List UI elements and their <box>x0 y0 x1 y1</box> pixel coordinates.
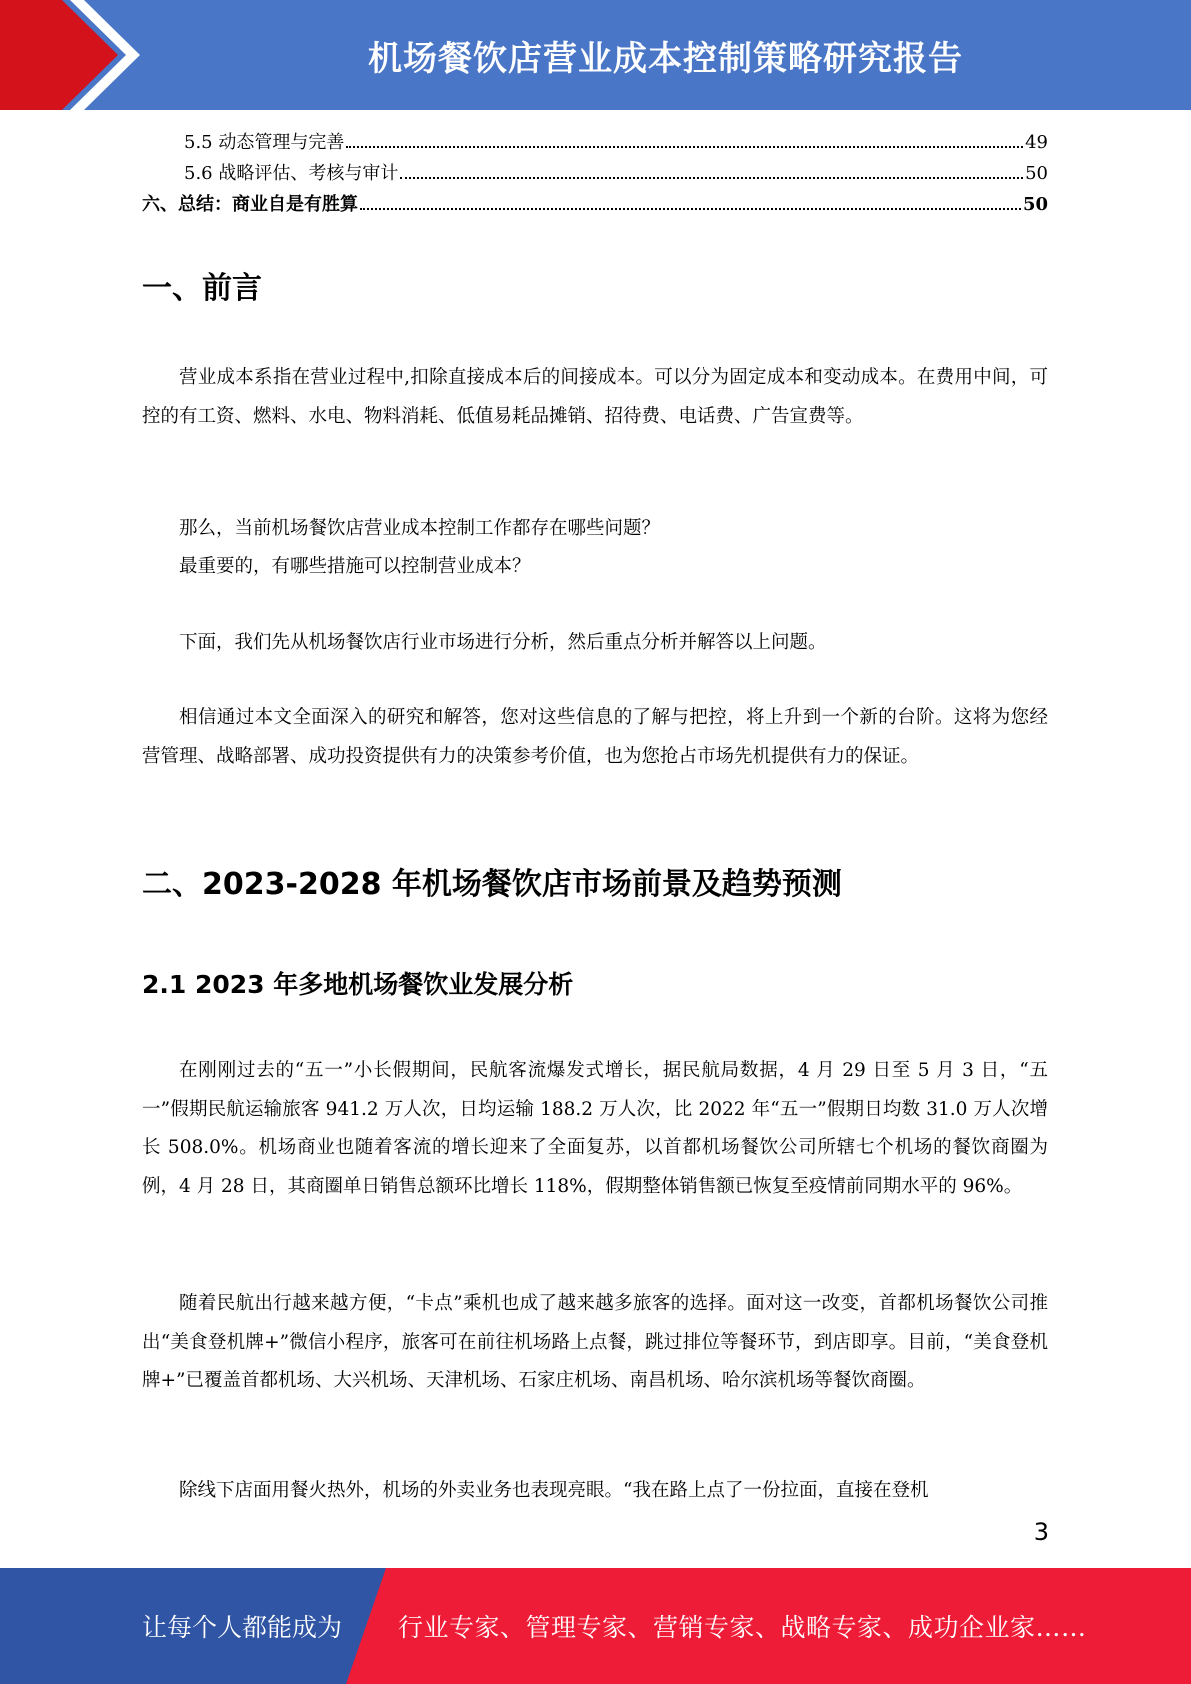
toc-entry-page: 50 <box>1025 163 1048 184</box>
subsection-heading: 2.1 2023 年多地机场餐饮业发展分析 <box>142 970 574 999</box>
toc-entry[interactable] <box>142 128 1048 159</box>
footer-slogan-left: 让每个人都能成为 <box>142 1613 343 1642</box>
toc-entry-title: 5.5 动态管理与完善 <box>184 132 345 153</box>
toc-entry-page: 50 <box>1022 194 1048 215</box>
header-banner <box>0 0 1191 110</box>
toc-leader-dots <box>360 207 1021 210</box>
toc-entry-title: 5.6 战略评估、考核与审计 <box>184 163 399 184</box>
toc-leader-dots <box>346 145 1023 148</box>
paragraph: 最重要的，有哪些措施可以控制营业成本？ <box>179 556 531 577</box>
paragraph: 随着民航出行越来越方便，“卡点”乘机也成了越来越多旅客的选择。面对这一改变，首都机场餐饮公司推出“美食登机牌+”微信小程序，旅客可在前往机场路上点餐，跳过排位等餐环节，到店即享。目前，“美食登机牌+”已覆盖首都机场、大兴机场、天津机场、石家庄机场、南昌机场、哈尔滨机场等餐饮商圈。 <box>142 1293 1048 1391</box>
footer-banner <box>0 1568 1191 1684</box>
paragraph: 除线下店面用餐火热外，机场的外卖业务也表现亮眼。“我在路上点了一份拉面，直接在登机 <box>179 1480 929 1501</box>
table-of-contents <box>142 128 1048 221</box>
paragraph: 在刚刚过去的“五一”小长假期间，民航客流爆发式增长，据民航局数据，4 月 29 日至 5 月 3 日，“五一”假期民航运输旅客 941.2 万人次，日均运输 188.2 万人次，比 2022 年“五一”假期日均数 31.0 万人次增长 508.0%。机场商业也随着客流的增长迎来了全面复苏，以首都机场餐饮公司所辖七个机场的餐饮商圈为例，4 月 28 日，其商圈单日销售总额环比增长 118%，假期整体销售额已恢复至疫情前同期水平的 96%。 <box>142 1060 1048 1197</box>
paragraph: 营业成本系指在营业过程中,扣除直接成本后的间接成本。可以分为固定成本和变动成本。在费用中间，可控的有工资、燃料、水电、物料消耗、低值易耗品摊销、招待费、电话费、广告宣费等。 <box>142 367 1048 427</box>
page-number: 3 <box>1033 1518 1049 1546</box>
paragraph: 相信通过本文全面深入的研究和解答，您对这些信息的了解与把控，将上升到一个新的台阶。这将为您经营管理、战略部署、成功投资提供有力的决策参考价值，也为您抢占市场先机提供有力的保证。 <box>142 707 1048 767</box>
paragraph: 那么，当前机场餐饮店营业成本控制工作都存在哪些问题？ <box>179 518 661 539</box>
toc-entry-page: 49 <box>1025 132 1048 153</box>
toc-entry[interactable] <box>142 159 1048 190</box>
footer-slogan-right: 行业专家、管理专家、营销专家、战略专家、成功企业家…… <box>398 1613 1087 1642</box>
paragraph: 下面，我们先从机场餐饮店行业市场进行分析，然后重点分析并解答以上问题。 <box>179 632 827 653</box>
toc-leader-dots <box>400 176 1023 179</box>
document-title: 机场餐饮店营业成本控制策略研究报告 <box>368 38 963 79</box>
header-chevron-decoration <box>0 0 160 110</box>
toc-entry[interactable] <box>142 190 1048 221</box>
section-heading-chapter2: 二、2023-2028 年机场餐饮店市场前景及趋势预测 <box>142 867 842 902</box>
section-heading-preface: 一、前言 <box>142 271 262 306</box>
toc-entry-title: 六、总结：商业自是有胜算 <box>142 194 358 215</box>
